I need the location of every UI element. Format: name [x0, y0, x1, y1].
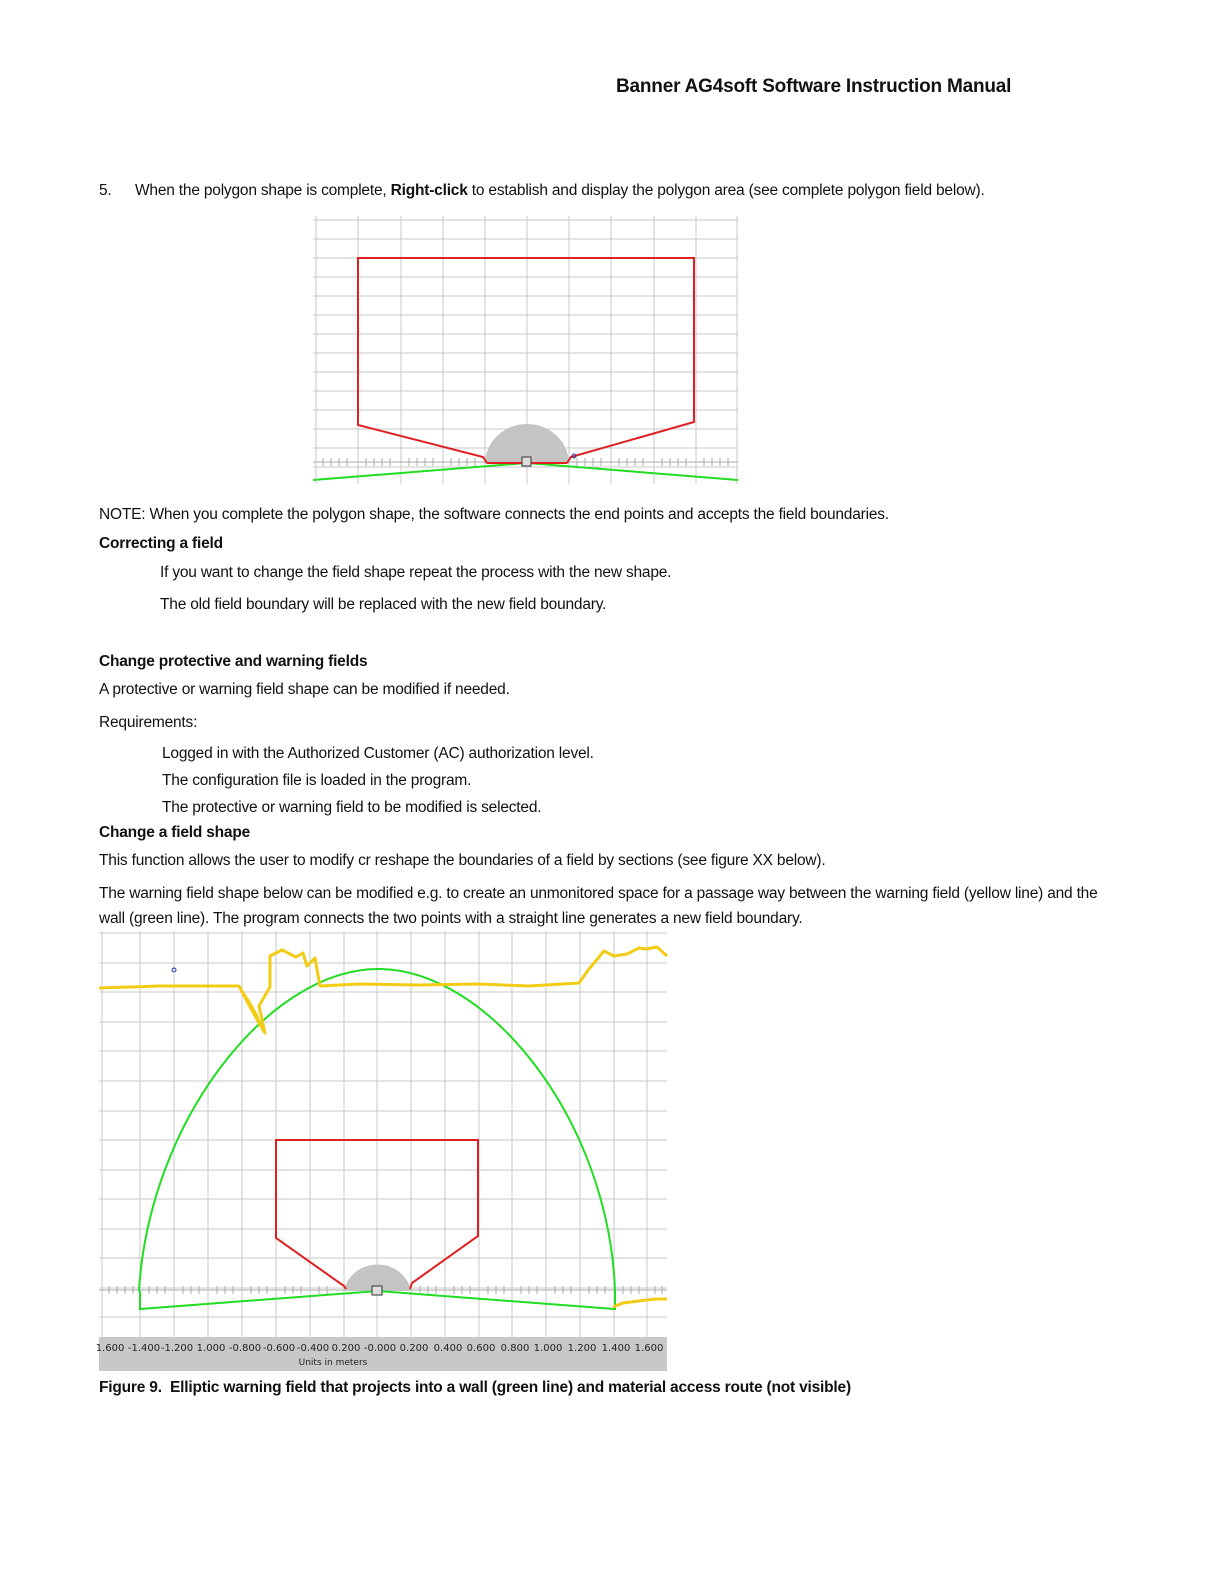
axis-tick-label: 0.600 — [466, 1343, 496, 1354]
axis-tick-label: 1.600 — [634, 1343, 664, 1354]
step-text — [135, 181, 985, 201]
step-text-bold: Right-click — [390, 182, 468, 199]
axis-tick-label: 1.000 — [533, 1343, 563, 1354]
step-number: 5. — [99, 182, 112, 199]
polygon-field-figure — [313, 216, 743, 486]
axis-tick-label: -0.400 — [296, 1343, 330, 1354]
scanner-icon — [522, 457, 531, 466]
correcting-line-2: The old field boundary will be replaced with the new field boundary. — [160, 596, 607, 613]
axis-tick-label: 0.400 — [433, 1343, 463, 1354]
change-shape-para-1: This function allows the user to modify cr reshape the boundaries of a field by sections (see figure XX below). — [99, 852, 826, 869]
axis-label: Units in meters — [298, 1358, 368, 1368]
figure-caption-label: Figure 9. — [99, 1379, 162, 1396]
figure-caption — [99, 1379, 851, 1397]
axis-tick-label: -0.800 — [228, 1343, 262, 1354]
step-text-after: to establish and display the polygon area (see complete polygon field below). — [467, 182, 985, 199]
axis-tick-label: 1.000 — [196, 1343, 226, 1354]
correcting-line-1: If you want to change the field shape repeat the process with the new shape. — [160, 564, 672, 581]
axis-tick-label: 0.200 — [399, 1343, 429, 1354]
axis-tick-label: -1.200 — [160, 1343, 194, 1354]
figure-caption-text: Elliptic warning field that projects into a wall (green line) and material access route (not visible) — [170, 1379, 851, 1396]
axis-tick-label: 1.600 — [95, 1343, 125, 1354]
axis-tick-label: 0.200 — [331, 1343, 361, 1354]
change-shape-para-2-line-1: The warning field shape below can be modified e.g. to create an unmonitored space for a passage way between the warning field (yellow line) and the — [99, 885, 1098, 902]
elliptic-field-graphic — [95, 931, 667, 1371]
change-shape-heading: Change a field shape — [99, 824, 251, 841]
page-header-title: Banner AG4soft Software Instruction Manual — [616, 76, 1012, 97]
requirements-label: Requirements: — [99, 714, 198, 731]
change-fields-intro: A protective or warning field shape can be modified if needed. — [99, 681, 510, 698]
polygon-field-graphic — [313, 216, 743, 486]
requirement-item: Logged in with the Authorized Customer (AC) authorization level. — [162, 745, 594, 762]
axis-tick-label: 1.400 — [601, 1343, 631, 1354]
axis-tick-label: -0.000 — [363, 1343, 397, 1354]
axis-tick-label: -0.600 — [262, 1343, 296, 1354]
elliptic-field-figure — [95, 931, 667, 1371]
change-shape-para-2-line-2: wall (green line). The program connects the two points with a straight line generates a new field boundary. — [99, 910, 803, 927]
note-text: NOTE: When you complete the polygon shape, the software connects the end points and accepts the field boundaries. — [99, 506, 889, 523]
axis-tick-label: 0.800 — [500, 1343, 530, 1354]
scanner-icon — [372, 1286, 382, 1295]
step-text-before: When the polygon shape is complete, — [135, 182, 391, 199]
axis-tick-label: 1.200 — [567, 1343, 597, 1354]
change-fields-heading: Change protective and warning fields — [99, 653, 368, 670]
correcting-heading: Correcting a field — [99, 535, 223, 552]
requirement-item: The protective or warning field to be modified is selected. — [162, 799, 542, 816]
axis-tick-label: -1.400 — [127, 1343, 161, 1354]
requirement-item: The configuration file is loaded in the program. — [162, 772, 472, 789]
